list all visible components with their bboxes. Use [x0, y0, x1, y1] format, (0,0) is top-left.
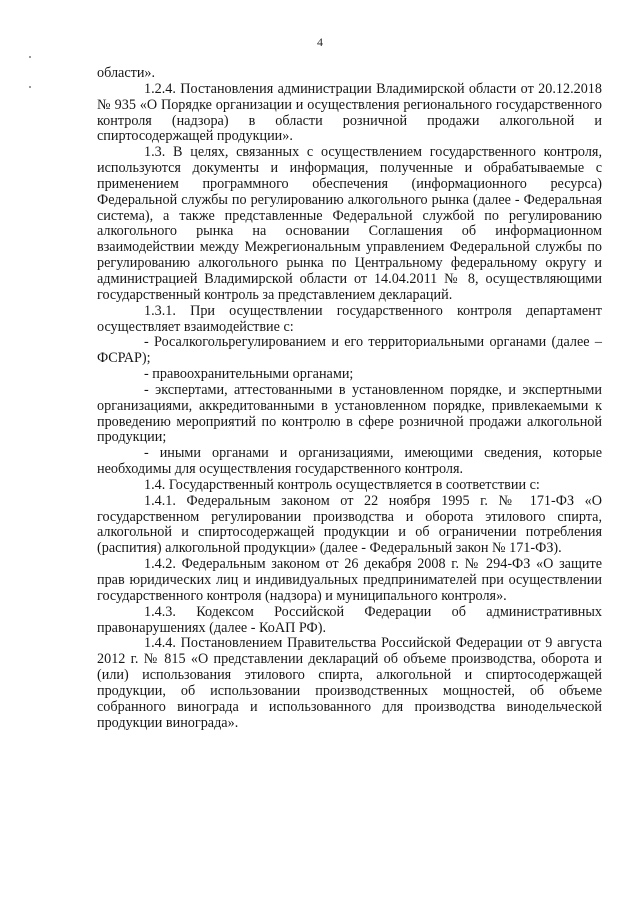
document-body: [97, 66, 602, 731]
list-item-other-bodies: - иными органами и организациями, имеющими сведения, которые необходимы для осуществления государственного контроля.: [97, 445, 602, 478]
paragraph-1-4-1: 1.4.1. Федеральным законом от 22 ноября 1995 г. № 171-ФЗ «О государственном регулировании производства и оборота этилового спирта, алкогольной и спиртосодержащей продукции и об ограничении потребления (распития) алкогольной продукции» (далее - Федеральный закон № 171-ФЗ).: [97, 492, 602, 557]
list-item-fsrar: - Росалкогольрегулированием и его территориальными органами (далее – ФСРАР);: [97, 334, 602, 367]
page-number: 4: [317, 35, 323, 49]
list-item-law-enforcement: - правоохранительными органами;: [144, 366, 354, 383]
paragraph-1-4-3: 1.4.3. Кодексом Российской Федерации об административных правонарушениях (далее - КоАП РФ).: [97, 603, 602, 636]
paragraph-1-3: 1.3. В целях, связанных с осуществлением государственного контроля, используются документы и информация, полученные и обрабатываемые с применением программного обеспечения (информационного ресурса) Федеральной службы по регулированию алкогольного рынка (далее - Федеральная система), а также представленные Федеральной службой по регулированию алкогольного рынка на основании Соглашения об информационном взаимодействии между Межрегиональным управлением Федеральной службы по регулированию алкогольного рынка по Центральному федеральному округу и администрацией Владимирской области от 14.04.2011 № 8, осуществляющими государственный контроль за представлением деклараций.: [97, 144, 602, 303]
paragraph-1-4: 1.4. Государственный контроль осуществляется в соответствии с:: [144, 476, 540, 493]
paragraph-1-2-4: 1.2.4. Постановления администрации Владимирской области от 20.12.2018 № 935 «О Порядке организации и осуществления регионального государственного контроля (надзора) в области розничной продажи алкогольной и спиртосодержащей продукции».: [97, 80, 602, 145]
list-item-experts: - экспертами, аттестованными в установленном порядке, и экспертными организациями, аккредитованными в установленном порядке, привлекаемыми к проведению мероприятий по контролю в сфере розничной продажи алкогольной продукции;: [97, 381, 602, 446]
scan-speck: [29, 56, 31, 58]
paragraph-1-3-1: 1.3.1. При осуществлении государственного контроля департамент осуществляет взаимодействие с:: [97, 302, 602, 335]
paragraph-1-4-2: 1.4.2. Федеральным законом от 26 декабря 2008 г. № 294-ФЗ «О защите прав юридических лиц и индивидуальных предпринимателей при осуществлении государственного контроля (надзора) и муниципального контроля».: [97, 556, 602, 604]
paragraph-continuation: области».: [97, 65, 156, 81]
paragraph-1-4-4: 1.4.4. Постановлением Правительства Российской Федерации от 9 августа 2012 г. № 815 «О представлении деклараций об объеме производства, оборота и (или) использования этилового спирта, алкогольной и спиртосодержащей продукции, об использовании производственных мощностей, об объеме собранного винограда и использованного для производства винодельческой продукции винограда».: [97, 635, 602, 731]
scan-speck: [29, 86, 31, 88]
